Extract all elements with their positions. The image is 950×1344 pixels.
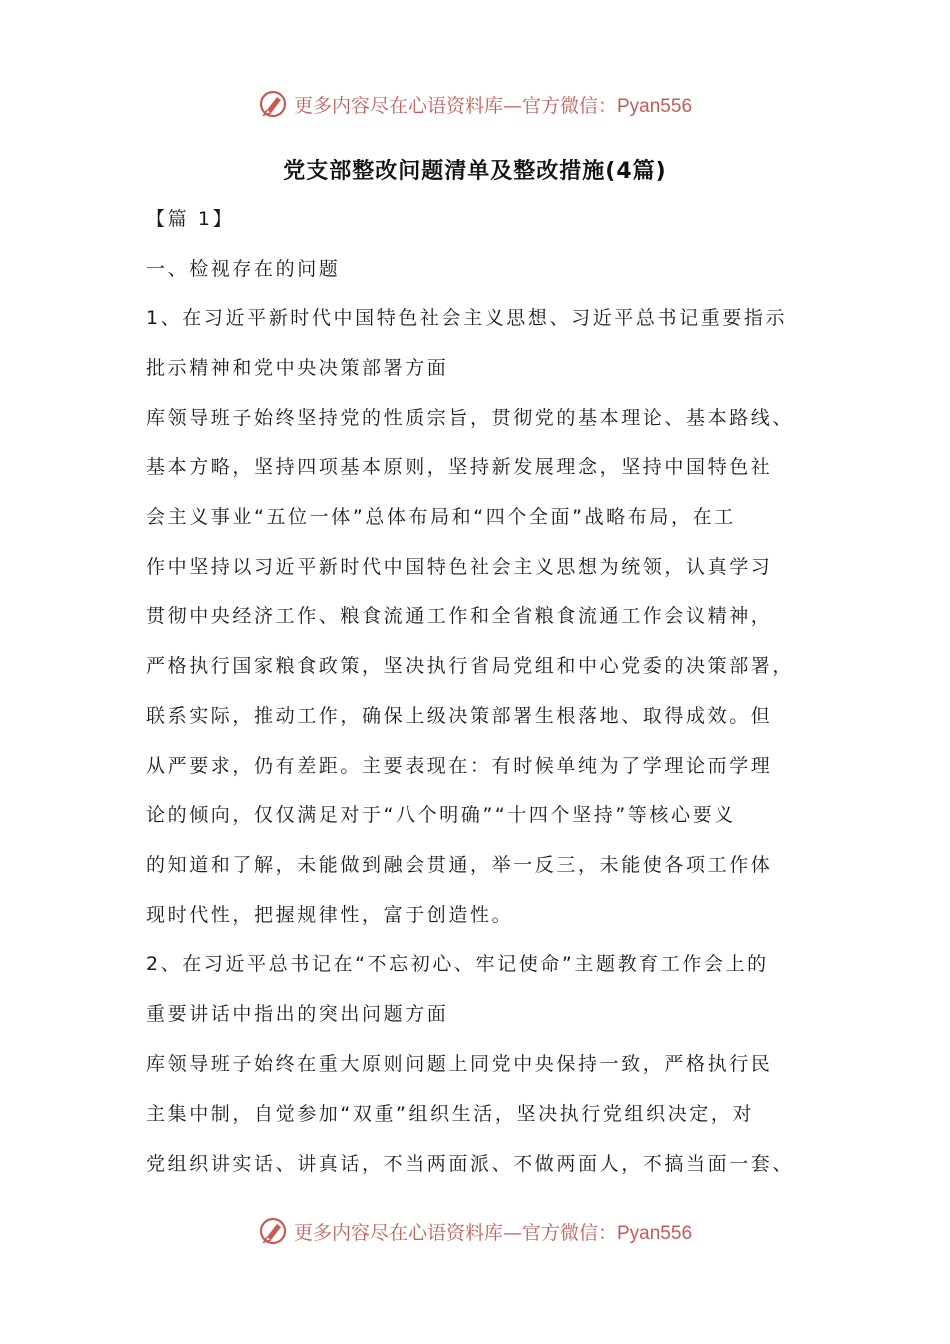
document-title: 党支部整改问题清单及整改措施(4篇) xyxy=(283,159,667,184)
section-heading-pian-1: 【篇 1】 xyxy=(146,208,235,230)
paragraph-line: 重要讲话中指出的突出问题方面 xyxy=(146,1003,449,1025)
footer-watermark xyxy=(0,1211,950,1251)
paragraph-line: 论的倾向，仅仅满足对于“八个明确”“十四个坚持”等核心要义 xyxy=(146,804,736,826)
paragraph-line: 库领导班子始终在重大原则问题上同党中央保持一致，严格执行民 xyxy=(146,1053,773,1075)
paragraph-line: 严格执行国家粮食政策，坚决执行省局党组和中心党委的决策部署， xyxy=(146,655,795,677)
paragraph-line: 基本方略，坚持四项基本原则，坚持新发展理念，坚持中国特色社 xyxy=(146,456,773,478)
paragraph-line: 批示精神和党中央决策部署方面 xyxy=(146,357,449,379)
watermark-text: 更多内容尽在心语资料库—官方微信：Pyan556 xyxy=(293,1221,693,1244)
paragraph-line: 库领导班子始终坚持党的性质宗旨，贯彻党的基本理论、基本路线、 xyxy=(146,407,795,429)
paragraph-line: 贯彻中央经济工作、粮食流通工作和全省粮食流通工作会议精神， xyxy=(146,605,773,627)
paragraph-line: 的知道和了解，未能做到融会贯通，举一反三，未能使各项工作体 xyxy=(146,854,773,876)
paragraph-line: 现时代性，把握规律性，富于创造性。 xyxy=(146,904,514,926)
paragraph-line: 会主义事业“五位一体”总体布局和“四个全面”战略布局，在工 xyxy=(146,506,736,528)
pen-nib-logo-icon xyxy=(258,89,288,119)
paragraph-line: 党组织讲实话、讲真话，不当两面派、不做两面人，不搞当面一套、 xyxy=(146,1153,795,1175)
paragraph-line: 1、在习近平新时代中国特色社会主义思想、习近平总书记重要指示 xyxy=(146,307,788,329)
header-watermark xyxy=(0,84,950,124)
paragraph-line: 作中坚持以习近平新时代中国特色社会主义思想为统领，认真学习 xyxy=(146,556,773,578)
paragraph-line: 主集中制，自觉参加“双重”组织生活，坚决执行党组织决定，对 xyxy=(146,1103,755,1125)
paragraph-line: 2、在习近平总书记在“不忘初心、牢记使命”主题教育工作会上的 xyxy=(146,953,769,975)
watermark-text: 更多内容尽在心语资料库—官方微信：Pyan556 xyxy=(293,94,693,117)
pen-nib-logo-icon xyxy=(258,1216,288,1246)
paragraph-line: 联系实际，推动工作，确保上级决策部署生根落地、取得成效。但 xyxy=(146,705,773,727)
section-heading-problems: 一、检视存在的问题 xyxy=(146,258,341,280)
paragraph-line: 从严要求，仍有差距。主要表现在：有时候单纯为了学理论而学理 xyxy=(146,755,773,777)
